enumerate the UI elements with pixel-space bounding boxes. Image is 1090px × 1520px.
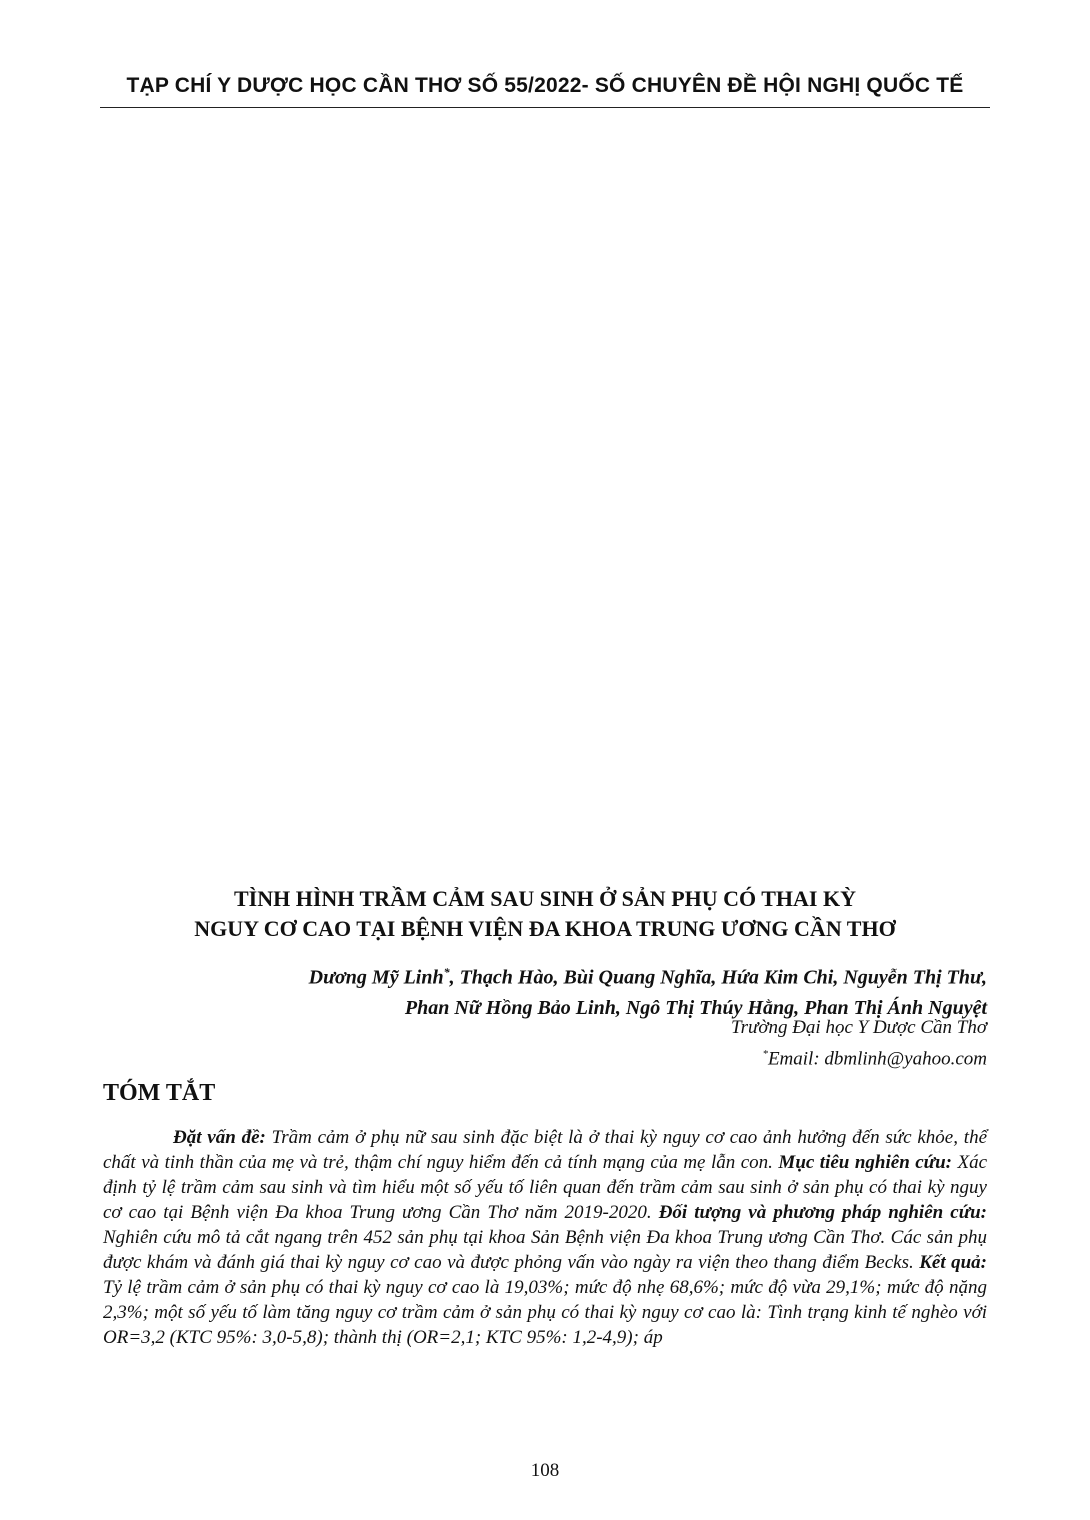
label-objective: Mục tiêu nghiên cứu: (778, 1152, 952, 1173)
corresponding-mark: * (443, 965, 450, 979)
email-mark: * (762, 1048, 768, 1060)
authors-line-1 (107, 957, 987, 993)
title-line-1: TÌNH HÌNH TRẦM CẢM SAU SINH Ở SẢN PHỤ CÓ THAI KỲ (234, 886, 856, 911)
affiliation (287, 1015, 987, 1072)
authors-line-1-rest: , Thạch Hào, Bùi Quang Nghĩa, Hứa Kim Chi, Nguyễn Thị Thư, (449, 966, 987, 989)
label-results: Kết quả: (919, 1252, 987, 1273)
text-results: Tỷ lệ trầm cảm ở sản phụ có thai kỳ nguy cơ cao là 19,03%; mức độ nhẹ 68,6%; mức độ vừa 29,1%; mức độ nặng 2,3%; một số yếu tố làm tăng nguy cơ trầm cảm ở sản phụ có thai kỳ nguy cơ cao là: Tình trạng kinh tế nghèo với OR=3,2 (KTC 95%: 3,0-5,8); thành thị (OR=2,1; KTC 95%: 1,2-4,9); áp (103, 1277, 987, 1348)
abstract-paragraph (103, 1125, 987, 1350)
text-background: Trầm cảm ở phụ nữ sau sinh đặc biệt là ở thai kỳ nguy cơ cao ảnh hưởng đến sức khỏe, thể chất và tinh thần của mẹ và trẻ, thậm chí nguy hiểm đến cả tính mạng của mẹ lẫn con. (103, 1127, 987, 1173)
title-line-2: NGUY CƠ CAO TẠI BỆNH VIỆN ĐA KHOA TRUNG ƯƠNG CẦN THƠ (194, 916, 896, 941)
text-objective: Xác định tỷ lệ trầm cảm sau sinh và tìm hiểu một số yếu tố liên quan đến trầm cảm sau sinh ở sản phụ có thai kỳ nguy cơ cao tại Bệnh viện Đa khoa Trung ương Cần Thơ năm 2019-2020. (103, 1152, 987, 1223)
author-list (107, 957, 987, 1023)
label-background: Đặt vấn đề: (173, 1127, 266, 1148)
email-line (287, 1041, 987, 1072)
authors-line-2: Phan Nữ Hồng Bảo Linh, Ngô Thị Thúy Hằng, Phan Thị Ánh Nguyệt (404, 996, 987, 1019)
institution: Trường Đại học Y Dược Cần Thơ (731, 1017, 987, 1038)
article-title (100, 884, 990, 944)
section-heading-abstract: TÓM TẮT (103, 1080, 216, 1106)
email: Email: dbmlinh@yahoo.com (767, 1048, 987, 1070)
text-methods: Nghiên cứu mô tả cắt ngang trên 452 sản phụ tại khoa Sản Bệnh viện Đa khoa Trung ương Cần Thơ. Các sản phụ được khám và đánh giá thai kỳ nguy cơ cao và được phỏng vấn vào ngày ra viện theo thang điểm Becks. (103, 1227, 987, 1273)
page-number: 108 (530, 1460, 560, 1481)
label-methods: Đối tượng và phương pháp nghiên cứu: (658, 1202, 987, 1223)
first-author: Dương Mỹ Linh (308, 966, 444, 989)
journal-header: TẠP CHÍ Y DƯỢC HỌC CẦN THƠ SỐ 55/2022- SỐ CHUYÊN ĐỀ HỘI NGHỊ QUỐC TẾ (126, 74, 964, 97)
header-rule (100, 107, 990, 108)
